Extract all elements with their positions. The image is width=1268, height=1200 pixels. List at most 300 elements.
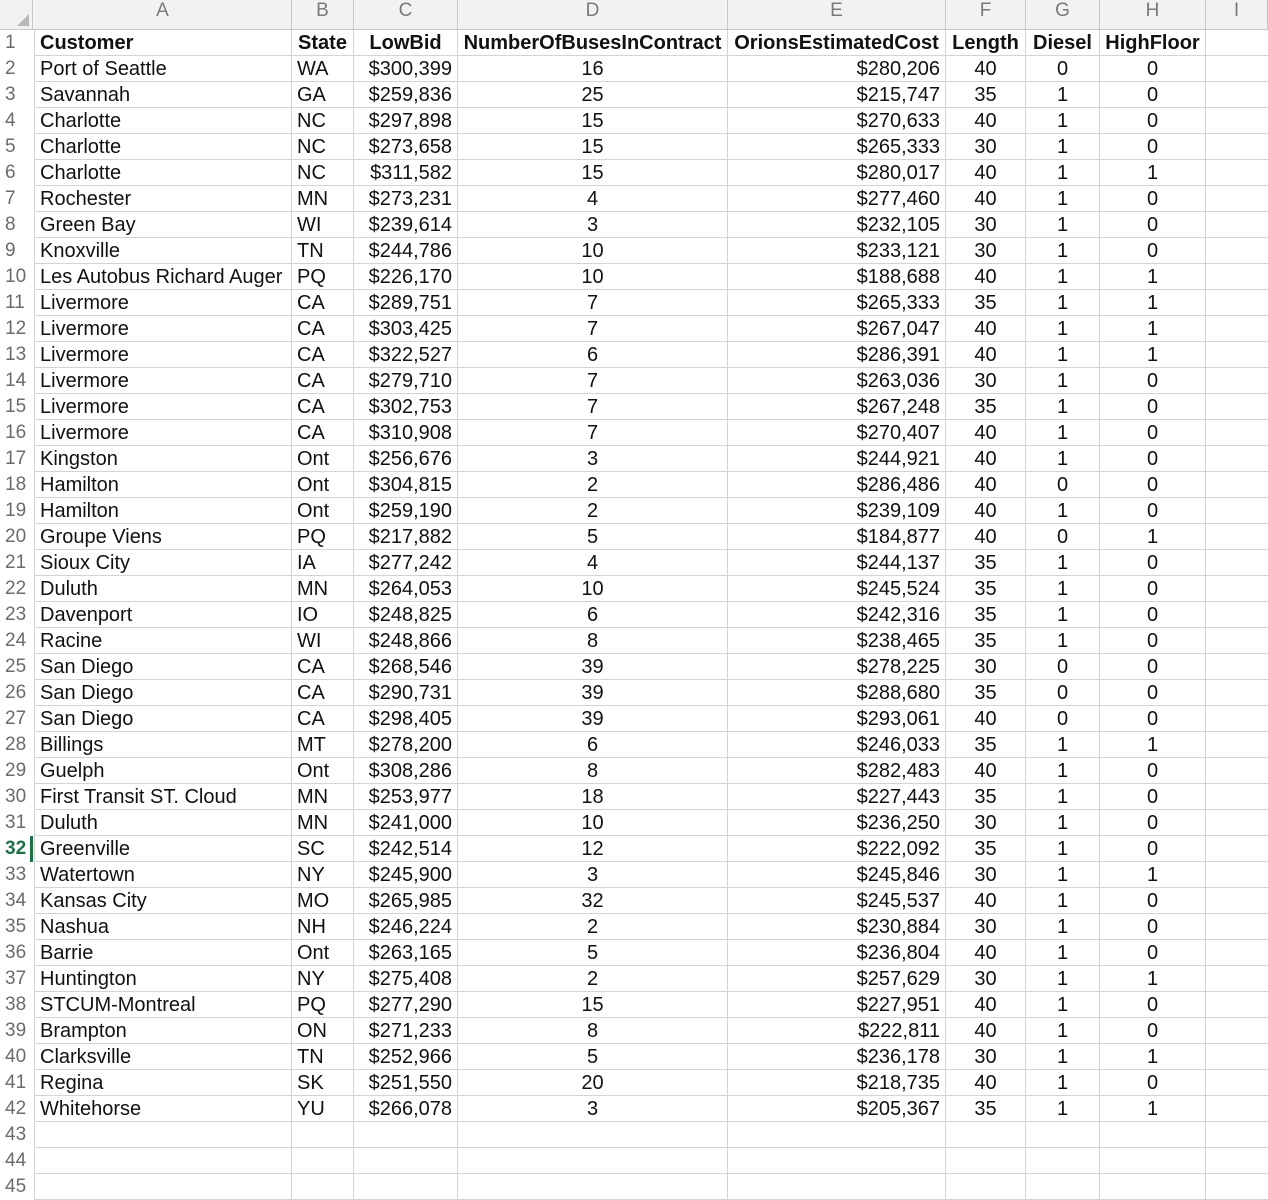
table-cell[interactable] xyxy=(292,1148,354,1174)
table-cell[interactable]: WI xyxy=(292,628,354,654)
table-cell[interactable]: $288,680 xyxy=(728,680,946,706)
table-cell-empty[interactable] xyxy=(1206,160,1268,186)
table-cell[interactable]: MT xyxy=(292,732,354,758)
table-cell[interactable]: 3 xyxy=(458,862,728,888)
table-cell[interactable]: 15 xyxy=(458,160,728,186)
table-cell[interactable]: 1 xyxy=(1026,420,1100,446)
table-cell[interactable]: Ont xyxy=(292,940,354,966)
table-cell[interactable]: $232,105 xyxy=(728,212,946,238)
table-cell[interactable]: NY xyxy=(292,862,354,888)
table-cell[interactable] xyxy=(1100,1174,1206,1200)
table-cell[interactable]: $308,286 xyxy=(354,758,458,784)
table-cell[interactable]: $205,367 xyxy=(728,1096,946,1122)
table-cell[interactable]: 0 xyxy=(1100,82,1206,108)
table-cell[interactable]: CA xyxy=(292,368,354,394)
table-cell[interactable]: 3 xyxy=(458,212,728,238)
table-cell[interactable]: Duluth xyxy=(34,576,292,602)
header-cell[interactable]: OrionsEstimatedCost xyxy=(728,30,946,56)
table-cell[interactable]: 40 xyxy=(946,524,1026,550)
table-cell[interactable]: $280,206 xyxy=(728,56,946,82)
table-cell[interactable] xyxy=(1026,1148,1100,1174)
table-cell[interactable]: 30 xyxy=(946,914,1026,940)
table-cell[interactable]: 40 xyxy=(946,472,1026,498)
table-cell[interactable]: $302,753 xyxy=(354,394,458,420)
table-cell[interactable]: 35 xyxy=(946,290,1026,316)
table-cell[interactable]: CA xyxy=(292,316,354,342)
table-cell[interactable]: Ont xyxy=(292,758,354,784)
table-cell[interactable] xyxy=(728,1174,946,1200)
table-cell[interactable]: Livermore xyxy=(34,290,292,316)
table-cell[interactable]: Huntington xyxy=(34,966,292,992)
table-cell[interactable] xyxy=(946,1148,1026,1174)
table-cell[interactable]: $304,815 xyxy=(354,472,458,498)
table-cell-empty[interactable] xyxy=(1206,706,1268,732)
table-cell[interactable]: 0 xyxy=(1100,368,1206,394)
table-cell[interactable]: Livermore xyxy=(34,342,292,368)
table-cell[interactable]: Duluth xyxy=(34,810,292,836)
table-cell-empty[interactable] xyxy=(1206,914,1268,940)
table-cell[interactable] xyxy=(34,1174,292,1200)
table-cell[interactable]: $289,751 xyxy=(354,290,458,316)
table-cell[interactable]: $217,882 xyxy=(354,524,458,550)
table-cell[interactable]: $236,250 xyxy=(728,810,946,836)
table-cell[interactable]: WA xyxy=(292,56,354,82)
table-cell[interactable]: Kansas City xyxy=(34,888,292,914)
table-cell[interactable]: 1 xyxy=(1026,1070,1100,1096)
table-cell[interactable]: Brampton xyxy=(34,1018,292,1044)
table-cell-empty[interactable] xyxy=(1206,628,1268,654)
table-cell-empty[interactable] xyxy=(1206,212,1268,238)
table-cell[interactable]: 1 xyxy=(1100,264,1206,290)
table-cell[interactable]: 1 xyxy=(1100,1096,1206,1122)
table-cell[interactable]: 1 xyxy=(1026,186,1100,212)
table-cell-empty[interactable] xyxy=(1206,134,1268,160)
table-cell[interactable]: Whitehorse xyxy=(34,1096,292,1122)
table-cell[interactable]: $322,527 xyxy=(354,342,458,368)
row-header[interactable]: 8 xyxy=(0,212,33,238)
table-cell[interactable]: 40 xyxy=(946,316,1026,342)
table-cell[interactable]: $252,966 xyxy=(354,1044,458,1070)
table-cell[interactable]: 16 xyxy=(458,56,728,82)
table-cell-empty[interactable] xyxy=(1206,446,1268,472)
table-cell[interactable]: 0 xyxy=(1026,680,1100,706)
table-cell[interactable]: 6 xyxy=(458,602,728,628)
table-cell[interactable]: $263,036 xyxy=(728,368,946,394)
table-cell[interactable] xyxy=(1026,1174,1100,1200)
column-header-c[interactable]: C xyxy=(354,0,458,29)
table-cell-empty[interactable] xyxy=(1206,1148,1268,1174)
table-cell[interactable]: Kingston xyxy=(34,446,292,472)
table-cell-empty[interactable] xyxy=(1206,238,1268,264)
table-cell[interactable]: Savannah xyxy=(34,82,292,108)
table-cell[interactable]: Livermore xyxy=(34,394,292,420)
table-cell[interactable]: 0 xyxy=(1100,134,1206,160)
table-cell[interactable]: $293,061 xyxy=(728,706,946,732)
table-cell[interactable]: 1 xyxy=(1026,264,1100,290)
row-header[interactable]: 31 xyxy=(0,810,33,836)
table-cell[interactable]: $233,121 xyxy=(728,238,946,264)
table-cell-empty[interactable] xyxy=(1206,576,1268,602)
row-header[interactable]: 1 xyxy=(0,30,33,56)
table-cell[interactable]: $242,514 xyxy=(354,836,458,862)
table-cell[interactable]: 40 xyxy=(946,108,1026,134)
table-cell[interactable]: $236,178 xyxy=(728,1044,946,1070)
table-cell[interactable]: Ont xyxy=(292,472,354,498)
column-header-d[interactable]: D xyxy=(458,0,728,29)
table-cell[interactable]: San Diego xyxy=(34,706,292,732)
table-cell[interactable]: 0 xyxy=(1100,784,1206,810)
row-header[interactable]: 14 xyxy=(0,368,33,394)
column-header-f[interactable]: F xyxy=(946,0,1026,29)
table-cell[interactable]: TN xyxy=(292,238,354,264)
table-cell[interactable]: $246,033 xyxy=(728,732,946,758)
table-cell[interactable]: 5 xyxy=(458,524,728,550)
table-cell-empty[interactable] xyxy=(1206,966,1268,992)
table-cell[interactable]: 1 xyxy=(1100,524,1206,550)
table-cell[interactable]: 0 xyxy=(1100,628,1206,654)
table-cell-empty[interactable] xyxy=(1206,888,1268,914)
table-cell[interactable]: $270,407 xyxy=(728,420,946,446)
table-cell[interactable]: 1 xyxy=(1026,160,1100,186)
table-cell[interactable]: 4 xyxy=(458,550,728,576)
row-header[interactable]: 37 xyxy=(0,966,33,992)
row-header[interactable]: 20 xyxy=(0,524,33,550)
table-cell[interactable]: 1 xyxy=(1100,316,1206,342)
table-cell[interactable]: 3 xyxy=(458,1096,728,1122)
table-cell-empty[interactable] xyxy=(1206,1096,1268,1122)
table-cell[interactable]: 12 xyxy=(458,836,728,862)
table-cell-empty[interactable] xyxy=(1206,602,1268,628)
row-header[interactable]: 38 xyxy=(0,992,33,1018)
table-cell[interactable]: $310,908 xyxy=(354,420,458,446)
table-cell[interactable]: 1 xyxy=(1026,836,1100,862)
table-cell[interactable]: 1 xyxy=(1026,550,1100,576)
table-cell[interactable]: Port of Seattle xyxy=(34,56,292,82)
row-header[interactable]: 35 xyxy=(0,914,33,940)
table-cell[interactable]: 1 xyxy=(1026,290,1100,316)
table-cell[interactable]: CA xyxy=(292,654,354,680)
table-cell[interactable]: $222,092 xyxy=(728,836,946,862)
table-cell[interactable]: CA xyxy=(292,706,354,732)
table-cell[interactable]: $226,170 xyxy=(354,264,458,290)
table-cell[interactable]: 40 xyxy=(946,186,1026,212)
table-cell[interactable] xyxy=(1100,1148,1206,1174)
table-cell[interactable]: 35 xyxy=(946,602,1026,628)
table-cell[interactable] xyxy=(34,1148,292,1174)
table-cell-empty[interactable] xyxy=(1206,394,1268,420)
table-cell[interactable] xyxy=(292,1122,354,1148)
table-cell[interactable]: $286,391 xyxy=(728,342,946,368)
table-cell[interactable]: CA xyxy=(292,394,354,420)
table-cell[interactable]: SK xyxy=(292,1070,354,1096)
table-cell[interactable]: 5 xyxy=(458,940,728,966)
row-header[interactable]: 7 xyxy=(0,186,33,212)
table-cell[interactable]: Billings xyxy=(34,732,292,758)
table-cell[interactable]: $236,804 xyxy=(728,940,946,966)
table-cell[interactable]: $242,316 xyxy=(728,602,946,628)
table-cell[interactable]: 0 xyxy=(1100,186,1206,212)
table-cell[interactable]: 1 xyxy=(1026,1096,1100,1122)
table-cell[interactable]: MN xyxy=(292,576,354,602)
table-cell[interactable]: 30 xyxy=(946,1044,1026,1070)
table-cell[interactable]: 25 xyxy=(458,82,728,108)
table-cell-empty[interactable] xyxy=(1206,420,1268,446)
row-header[interactable]: 34 xyxy=(0,888,33,914)
table-cell[interactable]: 1 xyxy=(1100,290,1206,316)
table-cell-empty[interactable] xyxy=(1206,316,1268,342)
table-cell[interactable]: CA xyxy=(292,290,354,316)
table-cell-empty[interactable] xyxy=(1206,498,1268,524)
table-cell[interactable]: 40 xyxy=(946,992,1026,1018)
table-cell[interactable]: 5 xyxy=(458,1044,728,1070)
table-cell[interactable]: 35 xyxy=(946,576,1026,602)
table-cell[interactable]: $298,405 xyxy=(354,706,458,732)
table-cell[interactable]: WI xyxy=(292,212,354,238)
table-cell[interactable]: 35 xyxy=(946,784,1026,810)
row-header[interactable]: 26 xyxy=(0,680,33,706)
table-cell[interactable]: 1 xyxy=(1026,498,1100,524)
table-cell[interactable]: 1 xyxy=(1026,238,1100,264)
row-header[interactable]: 29 xyxy=(0,758,33,784)
table-cell[interactable]: STCUM-Montreal xyxy=(34,992,292,1018)
row-header[interactable]: 17 xyxy=(0,446,33,472)
table-cell-empty[interactable] xyxy=(1206,290,1268,316)
header-cell[interactable]: Length xyxy=(946,30,1026,56)
table-cell[interactable]: ON xyxy=(292,1018,354,1044)
table-cell[interactable]: $239,109 xyxy=(728,498,946,524)
table-cell[interactable]: 0 xyxy=(1100,810,1206,836)
table-cell[interactable]: 0 xyxy=(1100,446,1206,472)
table-cell[interactable]: $227,951 xyxy=(728,992,946,1018)
row-header[interactable]: 10 xyxy=(0,264,33,290)
table-cell[interactable]: $271,233 xyxy=(354,1018,458,1044)
table-cell[interactable]: 30 xyxy=(946,966,1026,992)
table-cell-empty[interactable] xyxy=(1206,342,1268,368)
table-cell-empty[interactable] xyxy=(1206,758,1268,784)
table-cell[interactable]: 40 xyxy=(946,1070,1026,1096)
table-cell-empty[interactable] xyxy=(1206,1070,1268,1096)
table-cell-empty[interactable] xyxy=(1206,1122,1268,1148)
table-cell[interactable]: San Diego xyxy=(34,680,292,706)
table-cell-empty[interactable] xyxy=(1206,30,1268,56)
table-cell[interactable] xyxy=(354,1122,458,1148)
table-cell-empty[interactable] xyxy=(1206,810,1268,836)
table-cell-empty[interactable] xyxy=(1206,940,1268,966)
table-cell[interactable]: 35 xyxy=(946,1096,1026,1122)
table-cell[interactable]: MN xyxy=(292,784,354,810)
row-header[interactable]: 3 xyxy=(0,82,33,108)
row-header[interactable]: 41 xyxy=(0,1070,33,1096)
table-cell[interactable]: 0 xyxy=(1100,1018,1206,1044)
table-cell[interactable]: $248,825 xyxy=(354,602,458,628)
table-cell[interactable]: $277,460 xyxy=(728,186,946,212)
table-cell[interactable]: Livermore xyxy=(34,368,292,394)
table-cell-empty[interactable] xyxy=(1206,836,1268,862)
table-cell[interactable]: Rochester xyxy=(34,186,292,212)
table-cell[interactable]: 1 xyxy=(1100,160,1206,186)
table-cell[interactable]: Knoxville xyxy=(34,238,292,264)
table-cell[interactable]: Ont xyxy=(292,446,354,472)
table-cell[interactable]: 0 xyxy=(1100,992,1206,1018)
table-cell[interactable]: 1 xyxy=(1026,810,1100,836)
table-cell[interactable]: $277,242 xyxy=(354,550,458,576)
row-header[interactable]: 36 xyxy=(0,940,33,966)
table-cell[interactable]: 40 xyxy=(946,888,1026,914)
table-cell[interactable]: 39 xyxy=(458,654,728,680)
table-cell[interactable]: 0 xyxy=(1100,602,1206,628)
table-cell[interactable]: 7 xyxy=(458,420,728,446)
table-cell[interactable]: 10 xyxy=(458,264,728,290)
table-cell-empty[interactable] xyxy=(1206,1018,1268,1044)
table-cell[interactable]: $251,550 xyxy=(354,1070,458,1096)
table-cell[interactable]: $238,465 xyxy=(728,628,946,654)
table-cell[interactable]: $248,866 xyxy=(354,628,458,654)
table-cell[interactable]: 0 xyxy=(1100,888,1206,914)
row-header[interactable]: 6 xyxy=(0,160,33,186)
table-cell-empty[interactable] xyxy=(1206,732,1268,758)
header-cell[interactable]: HighFloor xyxy=(1100,30,1206,56)
table-cell[interactable]: 4 xyxy=(458,186,728,212)
table-cell[interactable]: 30 xyxy=(946,810,1026,836)
table-cell[interactable]: 40 xyxy=(946,706,1026,732)
table-cell[interactable]: $245,537 xyxy=(728,888,946,914)
table-cell-empty[interactable] xyxy=(1206,56,1268,82)
table-cell-empty[interactable] xyxy=(1206,992,1268,1018)
table-cell[interactable]: MN xyxy=(292,810,354,836)
table-cell[interactable]: 30 xyxy=(946,862,1026,888)
table-cell[interactable]: 1 xyxy=(1026,732,1100,758)
table-cell[interactable]: Ont xyxy=(292,498,354,524)
row-header[interactable]: 40 xyxy=(0,1044,33,1070)
table-cell-empty[interactable] xyxy=(1206,1044,1268,1070)
row-header[interactable]: 25 xyxy=(0,654,33,680)
table-cell[interactable]: Hamilton xyxy=(34,498,292,524)
table-cell[interactable]: GA xyxy=(292,82,354,108)
table-cell[interactable]: NC xyxy=(292,160,354,186)
table-cell[interactable]: 10 xyxy=(458,576,728,602)
table-cell[interactable]: Guelph xyxy=(34,758,292,784)
row-header[interactable]: 30 xyxy=(0,784,33,810)
table-cell[interactable] xyxy=(728,1122,946,1148)
header-cell[interactable]: NumberOfBusesInContract xyxy=(458,30,728,56)
table-cell[interactable]: 40 xyxy=(946,758,1026,784)
table-cell[interactable]: 2 xyxy=(458,966,728,992)
table-cell[interactable]: Racine xyxy=(34,628,292,654)
table-cell[interactable]: $270,633 xyxy=(728,108,946,134)
row-header[interactable]: 18 xyxy=(0,472,33,498)
table-cell[interactable]: San Diego xyxy=(34,654,292,680)
table-cell[interactable]: Groupe Viens xyxy=(34,524,292,550)
table-cell[interactable]: 35 xyxy=(946,628,1026,654)
table-cell[interactable]: 0 xyxy=(1026,706,1100,732)
table-cell[interactable]: 1 xyxy=(1100,1044,1206,1070)
table-cell[interactable]: 1 xyxy=(1100,732,1206,758)
table-cell[interactable]: CA xyxy=(292,342,354,368)
table-cell[interactable]: 0 xyxy=(1100,212,1206,238)
table-cell[interactable]: 0 xyxy=(1100,940,1206,966)
table-cell[interactable]: NH xyxy=(292,914,354,940)
table-cell[interactable]: 1 xyxy=(1026,368,1100,394)
table-cell[interactable]: 10 xyxy=(458,810,728,836)
table-cell-empty[interactable] xyxy=(1206,784,1268,810)
table-cell-empty[interactable] xyxy=(1206,862,1268,888)
header-cell[interactable]: Diesel xyxy=(1026,30,1100,56)
table-cell[interactable]: $277,290 xyxy=(354,992,458,1018)
table-cell[interactable]: 30 xyxy=(946,134,1026,160)
table-cell[interactable]: PQ xyxy=(292,524,354,550)
table-cell[interactable]: $282,483 xyxy=(728,758,946,784)
table-cell[interactable]: 1 xyxy=(1026,992,1100,1018)
table-cell[interactable]: 35 xyxy=(946,680,1026,706)
table-cell[interactable]: Watertown xyxy=(34,862,292,888)
table-cell-empty[interactable] xyxy=(1206,108,1268,134)
table-cell[interactable]: 0 xyxy=(1100,498,1206,524)
table-cell[interactable] xyxy=(292,1174,354,1200)
column-header-b[interactable]: B xyxy=(292,0,354,29)
table-cell[interactable]: $278,225 xyxy=(728,654,946,680)
table-cell[interactable]: $241,000 xyxy=(354,810,458,836)
table-cell[interactable]: 1 xyxy=(1026,914,1100,940)
table-cell[interactable]: Nashua xyxy=(34,914,292,940)
row-header[interactable]: 24 xyxy=(0,628,33,654)
table-cell[interactable]: $275,408 xyxy=(354,966,458,992)
table-cell[interactable]: $267,047 xyxy=(728,316,946,342)
table-cell[interactable]: 32 xyxy=(458,888,728,914)
row-header[interactable]: 22 xyxy=(0,576,33,602)
table-cell[interactable]: 7 xyxy=(458,368,728,394)
table-cell[interactable]: $256,676 xyxy=(354,446,458,472)
table-cell[interactable]: $290,731 xyxy=(354,680,458,706)
table-cell[interactable]: 6 xyxy=(458,732,728,758)
table-cell[interactable]: $266,078 xyxy=(354,1096,458,1122)
table-cell[interactable]: 35 xyxy=(946,732,1026,758)
table-cell[interactable]: 0 xyxy=(1026,56,1100,82)
table-cell-empty[interactable] xyxy=(1206,82,1268,108)
table-cell-empty[interactable] xyxy=(1206,654,1268,680)
table-cell[interactable]: Hamilton xyxy=(34,472,292,498)
table-cell[interactable]: 35 xyxy=(946,394,1026,420)
table-cell[interactable]: $257,629 xyxy=(728,966,946,992)
table-cell[interactable]: 1 xyxy=(1026,1044,1100,1070)
table-cell[interactable]: 0 xyxy=(1026,654,1100,680)
table-cell[interactable]: $218,735 xyxy=(728,1070,946,1096)
table-cell[interactable]: Charlotte xyxy=(34,134,292,160)
table-cell[interactable]: 1 xyxy=(1026,316,1100,342)
header-cell[interactable]: LowBid xyxy=(354,30,458,56)
table-cell[interactable]: 7 xyxy=(458,290,728,316)
table-cell[interactable]: $263,165 xyxy=(354,940,458,966)
table-cell[interactable]: 1 xyxy=(1026,342,1100,368)
table-cell[interactable]: $245,900 xyxy=(354,862,458,888)
column-header-a[interactable]: A xyxy=(34,0,292,29)
table-cell[interactable]: 0 xyxy=(1100,472,1206,498)
table-cell[interactable]: 0 xyxy=(1100,654,1206,680)
table-cell[interactable]: 1 xyxy=(1026,576,1100,602)
table-cell[interactable]: 30 xyxy=(946,238,1026,264)
row-header[interactable]: 44 xyxy=(0,1148,33,1174)
table-cell[interactable] xyxy=(354,1174,458,1200)
table-cell[interactable]: Livermore xyxy=(34,420,292,446)
table-cell[interactable]: 1 xyxy=(1026,966,1100,992)
table-cell[interactable]: 1 xyxy=(1026,862,1100,888)
table-cell[interactable]: 35 xyxy=(946,550,1026,576)
table-cell[interactable] xyxy=(1026,1122,1100,1148)
table-cell[interactable]: $245,524 xyxy=(728,576,946,602)
table-cell[interactable]: $265,333 xyxy=(728,134,946,160)
table-cell[interactable]: MN xyxy=(292,186,354,212)
table-cell[interactable] xyxy=(1100,1122,1206,1148)
table-cell[interactable]: 1 xyxy=(1026,1018,1100,1044)
